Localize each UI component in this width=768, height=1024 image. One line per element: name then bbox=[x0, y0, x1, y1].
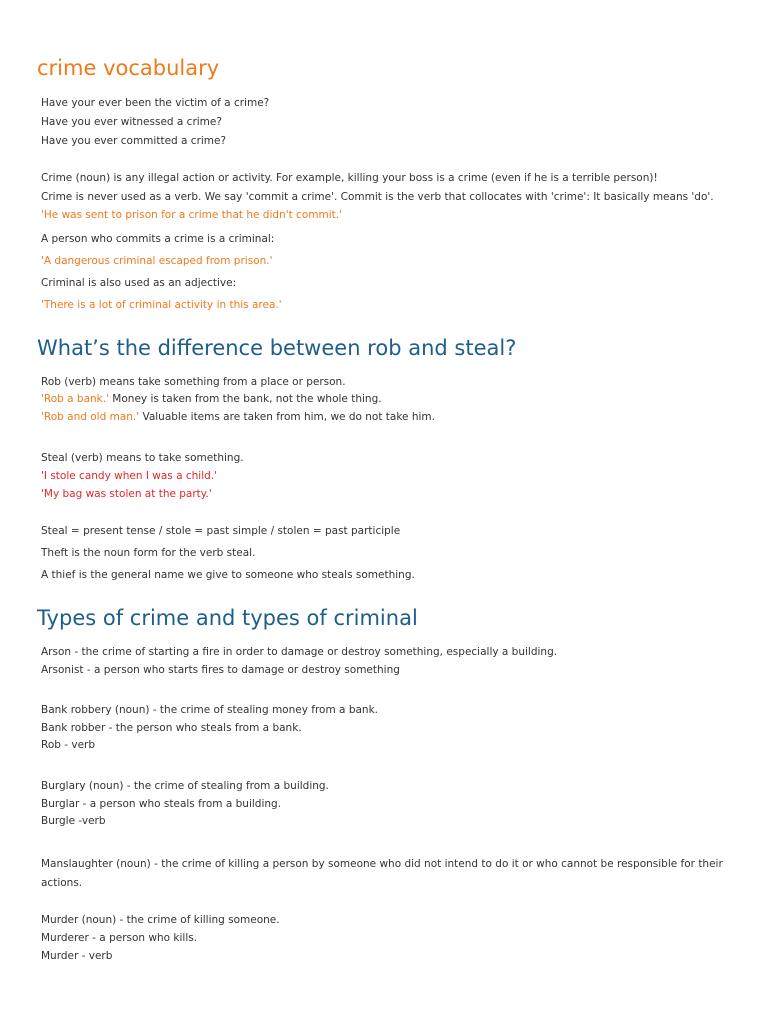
burglar-definition: Burglar - a person who steals from a building. bbox=[41, 798, 282, 810]
rob-example-bank bbox=[41, 392, 382, 406]
rob-example-old-man-quote: 'Rob and old man.' bbox=[41, 411, 140, 423]
section-title-types: Types of crime and types of criminal bbox=[37, 606, 418, 630]
manslaughter-definition: Manslaughter (noun) - the crime of killing a person by someone who did not intend to do it or who cannot be responsible for their actions. bbox=[41, 858, 723, 889]
section-title-rob-steal: What’s the difference between rob and steal? bbox=[37, 336, 517, 360]
murder-verb: Murder - verb bbox=[41, 950, 113, 962]
example-activity: 'There is a lot of criminal activity in this area.' bbox=[41, 299, 282, 311]
bank-robbery-definition: Bank robbery (noun) - the crime of stealing money from a bank. bbox=[41, 704, 378, 716]
steal-example-bag: 'My bag was stolen at the party.' bbox=[41, 488, 212, 500]
rob-verb: Rob - verb bbox=[41, 739, 96, 751]
section-title-crime-vocabulary: crime vocabulary bbox=[37, 56, 220, 80]
rob-example-bank-explanation: Money is taken from the bank, not the whole thing. bbox=[108, 393, 382, 405]
thief-note: A thief is the general name we give to someone who steals something. bbox=[41, 569, 415, 581]
arson-definition: Arson - the crime of starting a fire in order to damage or destroy something, especially a building. bbox=[41, 646, 558, 658]
steal-example-candy: 'I stole candy when I was a child.' bbox=[41, 470, 218, 482]
example-escaped: 'A dangerous criminal escaped from prison.' bbox=[41, 255, 273, 267]
rob-example-old-man bbox=[41, 410, 435, 424]
burglary-definition: Burglary (noun) - the crime of stealing from a building. bbox=[41, 780, 329, 792]
question-witnessed: Have you ever witnessed a crime? bbox=[41, 116, 222, 128]
rob-example-old-man-explanation: Valuable items are taken from him, we do not take him. bbox=[139, 411, 435, 423]
steal-forms: Steal = present tense / stole = past simple / stolen = past participle bbox=[41, 525, 401, 537]
adjective-note: Criminal is also used as an adjective: bbox=[41, 277, 237, 289]
criminal-definition: A person who commits a crime is a criminal: bbox=[41, 233, 275, 245]
theft-note: Theft is the noun form for the verb steal. bbox=[41, 547, 256, 559]
rob-example-bank-quote: 'Rob a bank.' bbox=[41, 393, 109, 405]
burgle-verb: Burgle -verb bbox=[41, 815, 106, 827]
bank-robber-definition: Bank robber - the person who steals from a bank. bbox=[41, 722, 302, 734]
arsonist-definition: Arsonist - a person who starts fires to damage or destroy something bbox=[41, 664, 400, 676]
example-prison: 'He was sent to prison for a crime that he didn't commit.' bbox=[41, 209, 342, 221]
crime-definition: Crime (noun) is any illegal action or activity. For example, killing your boss is a crime (even if he is a terrible person)! bbox=[41, 172, 658, 184]
question-committed: Have you ever committed a crime? bbox=[41, 135, 227, 147]
murderer-definition: Murderer - a person who kills. bbox=[41, 932, 198, 944]
rob-definition: Rob (verb) means take something from a place or person. bbox=[41, 376, 346, 388]
question-victim: Have your ever been the victim of a crime? bbox=[41, 97, 270, 109]
crime-verb-note: Crime is never used as a verb. We say 'commit a crime'. Commit is the verb that collocates with 'crime': It basically means 'do'. bbox=[41, 191, 714, 203]
steal-definition: Steal (verb) means to take something. bbox=[41, 452, 244, 464]
murder-definition: Murder (noun) - the crime of killing someone. bbox=[41, 914, 280, 926]
